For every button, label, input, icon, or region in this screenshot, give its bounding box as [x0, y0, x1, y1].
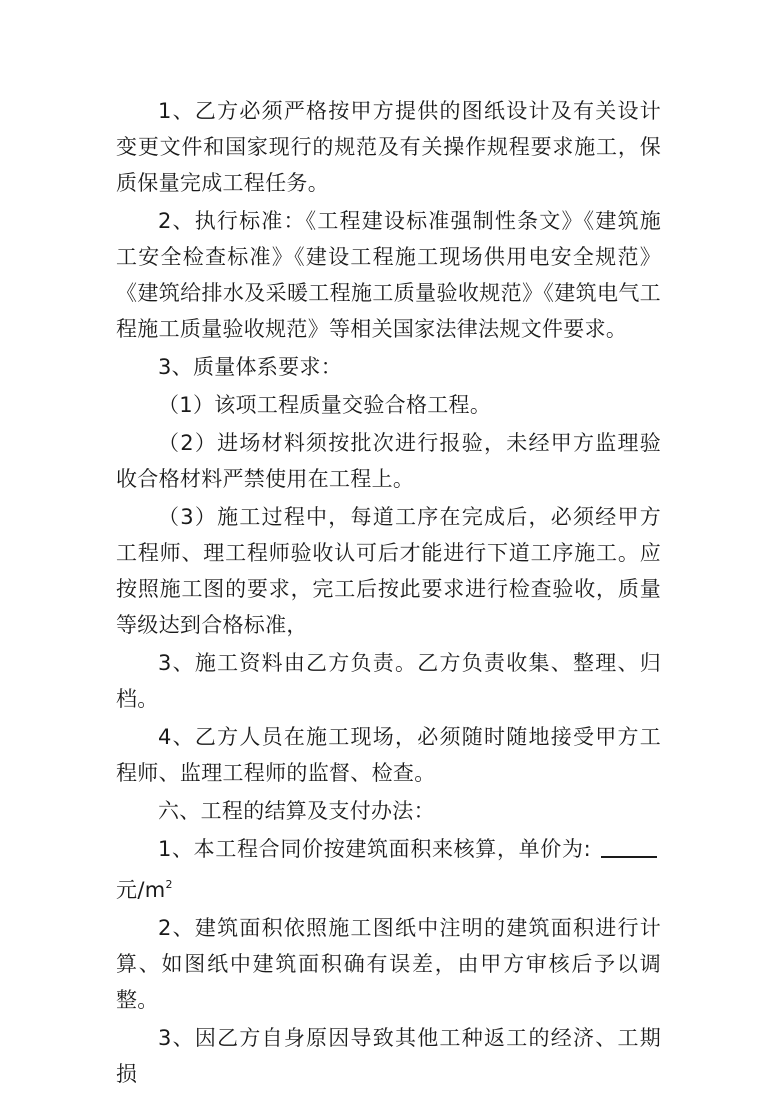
- paragraph-site-inspection: 4、乙方人员在施工现场，必须随时随地接受甲方工程师、监理工程师的监督、检查。: [116, 725, 661, 785]
- paragraph-standards: 2、执行标准：《工程建设标准强制性条文》《建筑施工安全检查标准》《建设工程施工现场供用电安全规范》《建筑给排水及采暖工程施工质量验收规范》《建筑电气工程施工质量验收规范》等相关国家法律法规文件要求。: [116, 209, 661, 341]
- paragraph-area-calculation: 2、建筑面积依照施工图纸中注明的建筑面积进行计算、如图纸中建筑面积确有误差，由甲方审核后予以调整。: [116, 916, 661, 1012]
- paragraph-rework-loss: 3、因乙方自身原因导致其他工种返工的经济、工期损: [116, 1026, 661, 1086]
- document-body: [116, 93, 661, 1094]
- paragraph-subitem-2: （2）进场材料须按批次进行报验，未经甲方监理验收合格材料严禁使用在工程上。: [116, 431, 661, 491]
- paragraph-construction-records: 3、施工资料由乙方负责。乙方负责收集、整理、归档。: [116, 651, 661, 711]
- unit-price-currency: 元: [116, 878, 138, 902]
- unit-price-per-area: /m: [137, 878, 166, 902]
- unit-price-text: 1、本工程合同价按建筑面积来核算，单价为:: [158, 837, 591, 861]
- unit-price-superscript: 2: [165, 878, 173, 891]
- section-heading-settlement: 六、工程的结算及支付办法：: [158, 799, 435, 823]
- paragraph-subitem-3: （3）施工过程中，每道工序在完成后，必须经甲方工程师、理工程师验收认可后才能进行下道工序施工。应按照施工图的要求，完工后按此要求进行检查验收，质量等级达到合格标准，: [116, 505, 661, 637]
- unit-price-blank: [601, 836, 657, 858]
- paragraph-subitem-1: （1）该项工程质量交验合格工程。: [158, 393, 492, 417]
- paragraph-quality-system: 3、质量体系要求：: [158, 355, 343, 379]
- paragraph-unit-price: [116, 831, 661, 908]
- paragraph-quality-requirement: 1、乙方必须严格按甲方提供的图纸设计及有关设计变更文件和国家现行的规范及有关操作规程要求施工，保质保量完成工程任务。: [116, 99, 661, 195]
